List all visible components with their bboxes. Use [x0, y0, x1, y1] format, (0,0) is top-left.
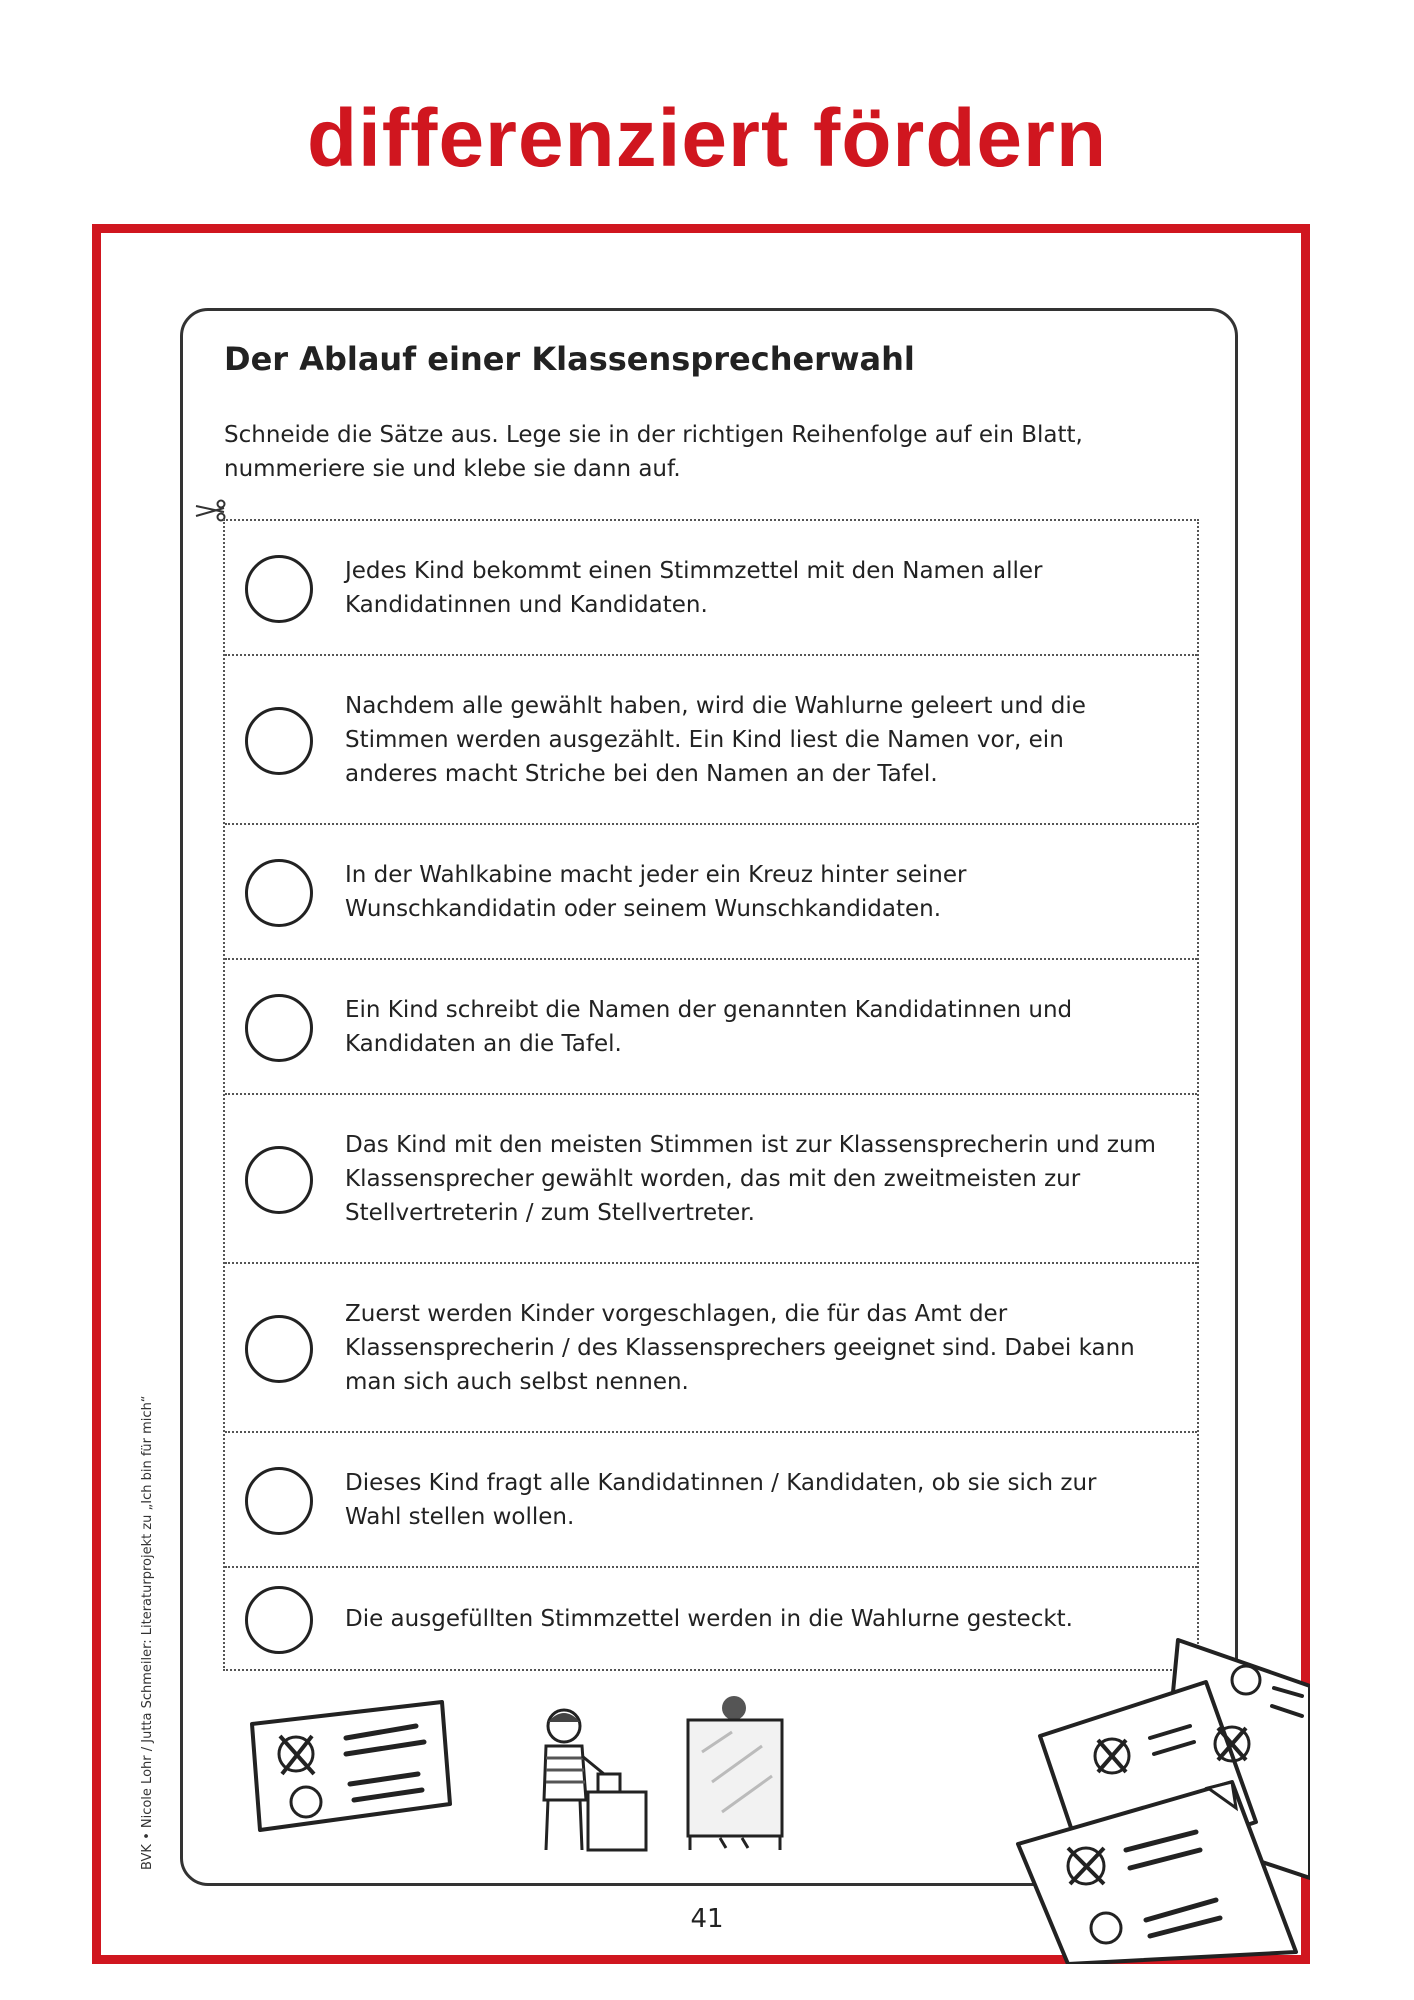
- number-circle[interactable]: [245, 1146, 313, 1214]
- sentence-strip[interactable]: [225, 521, 1197, 656]
- number-circle[interactable]: [245, 1467, 313, 1535]
- side-credit: BVK • Nicole Lohr / Jutta Schmeiler: Literaturprojekt zu „Ich bin für mich“: [140, 1395, 155, 1870]
- number-circle[interactable]: [245, 1315, 313, 1383]
- number-circle[interactable]: [245, 994, 313, 1062]
- ballot-paper-icon: [246, 1696, 456, 1836]
- sentence-strip[interactable]: [225, 960, 1197, 1095]
- sentence-strip[interactable]: [225, 656, 1197, 825]
- number-circle[interactable]: [245, 555, 313, 623]
- number-circle[interactable]: [245, 707, 313, 775]
- page-number: 41: [690, 1904, 724, 1934]
- strip-text: Dieses Kind fragt alle Kandidatinnen / Kandidaten, ob sie sich zur Wahl stellen wollen.: [345, 1469, 1097, 1530]
- number-circle[interactable]: [245, 859, 313, 927]
- sentence-strip[interactable]: [225, 825, 1197, 960]
- cut-out-strips: [223, 519, 1199, 1671]
- strip-text: Nachdem alle gewählt haben, wird die Wahlurne geleert und die Stimmen werden ausgezählt. Ein Kind liest die Namen vor, ein anderes macht Striche bei den Namen an der Tafel.: [345, 692, 1086, 787]
- strip-text: In der Wahlkabine macht jeder ein Kreuz hinter seiner Wunschkandidatin oder seinem Wunschkandidaten.: [345, 861, 967, 922]
- strip-text: Jedes Kind bekommt einen Stimmzettel mit den Namen aller Kandidatinnen und Kandidaten.: [345, 557, 1043, 618]
- voting-booth-icon: [682, 1692, 788, 1852]
- child-at-ballot-box-icon: [526, 1704, 654, 1854]
- worksheet-title: Der Ablauf einer Klassensprecherwahl: [224, 340, 915, 378]
- strip-text: Das Kind mit den meisten Stimmen ist zur Klassensprecherin und zum Klassensprecher gewählt worden, das mit den zweitmeisten zur Stellvertreterin / zum Stellvertreter.: [345, 1131, 1156, 1226]
- page-header-title: differenziert fördern: [306, 93, 1108, 184]
- sentence-strip[interactable]: [225, 1433, 1197, 1568]
- sentence-strip[interactable]: [225, 1095, 1197, 1264]
- strip-text: Die ausgefüllten Stimmzettel werden in die Wahlurne gesteckt.: [345, 1605, 1073, 1632]
- strip-text: Zuerst werden Kinder vorgeschlagen, die für das Amt der Klassensprecherin / des Klassensprechers geeignet sind. Dabei kann man sich auch selbst nennen.: [345, 1300, 1135, 1395]
- number-circle[interactable]: [245, 1586, 313, 1654]
- instructions-text: Schneide die Sätze aus. Lege sie in der richtigen Reihenfolge auf ein Blatt, nummeriere sie und klebe sie dann auf.: [224, 422, 1083, 482]
- strip-text: Ein Kind schreibt die Namen der genannten Kandidatinnen und Kandidaten an die Tafel.: [345, 996, 1073, 1057]
- sentence-strip[interactable]: [225, 1264, 1197, 1433]
